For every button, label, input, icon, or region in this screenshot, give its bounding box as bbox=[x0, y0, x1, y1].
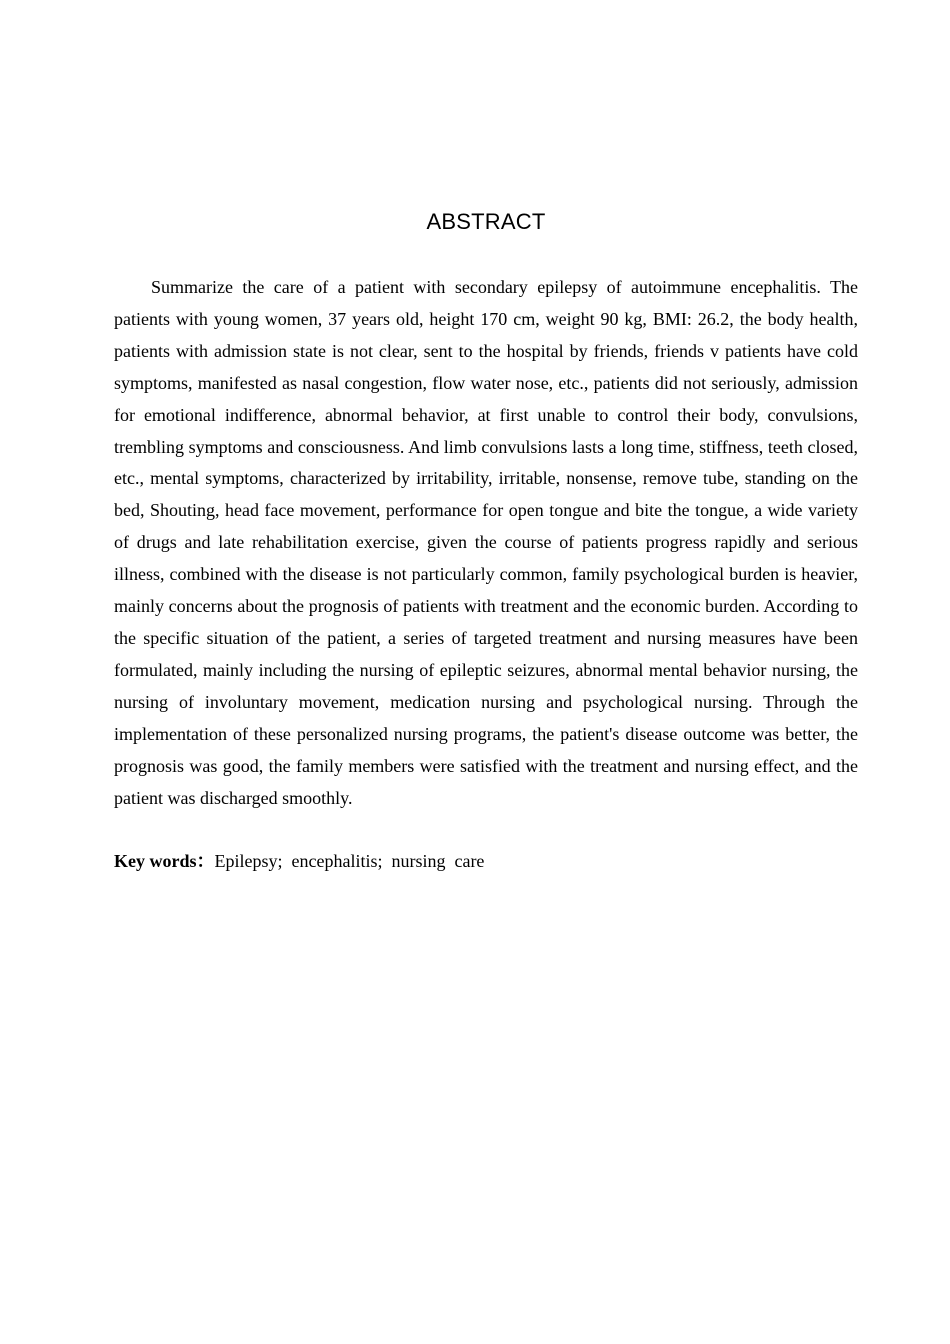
abstract-title: ABSTRACT bbox=[426, 209, 546, 234]
abstract-body: Summarize the care of a patient with secondary epilepsy of autoimmune encephalitis. The patients with young women, 37 years old, height 170 cm, weight 90 kg, BMI: 26.2, the body health, patients with admission state is not clear, sent to the hospital by friends, friends v patients have cold symptoms, manifested as nasal congestion, flow water nose, etc., patients did not seriously, admission for emotional indifference, abnormal behavior, at first unable to control their body, convulsions, trembling symptoms and consciousness. And limb convulsions lasts a long time, stiffness, teeth closed, etc., mental symptoms, characterized by irritability, irritable, nonsense, remove tube, standing on the bed, Shouting, head face movement, performance for open tongue and bite the tongue, a wide variety of drugs and late rehabilitation exercise, given the course of patients progress rapidly and serious illness, combined with the disease is not particularly common, family psychological burden is heavier, mainly concerns about the prognosis of patients with treatment and the economic burden. According to the specific situation of the patient, a series of targeted treatment and nursing measures have been formulated, mainly including the nursing of epileptic seizures, abnormal mental behavior nursing, the nursing of involuntary movement, medication nursing and psychological nursing. Through the implementation of these personalized nursing programs, the patient's disease outcome was better, the prognosis was good, the family members were satisfied with the treatment and nursing effect, and the patient was discharged smoothly. bbox=[114, 277, 858, 808]
keywords-line bbox=[114, 846, 858, 878]
keywords-label: Key words： bbox=[114, 851, 215, 871]
keywords-text: Epilepsy; encephalitis; nursing care bbox=[214, 851, 485, 871]
